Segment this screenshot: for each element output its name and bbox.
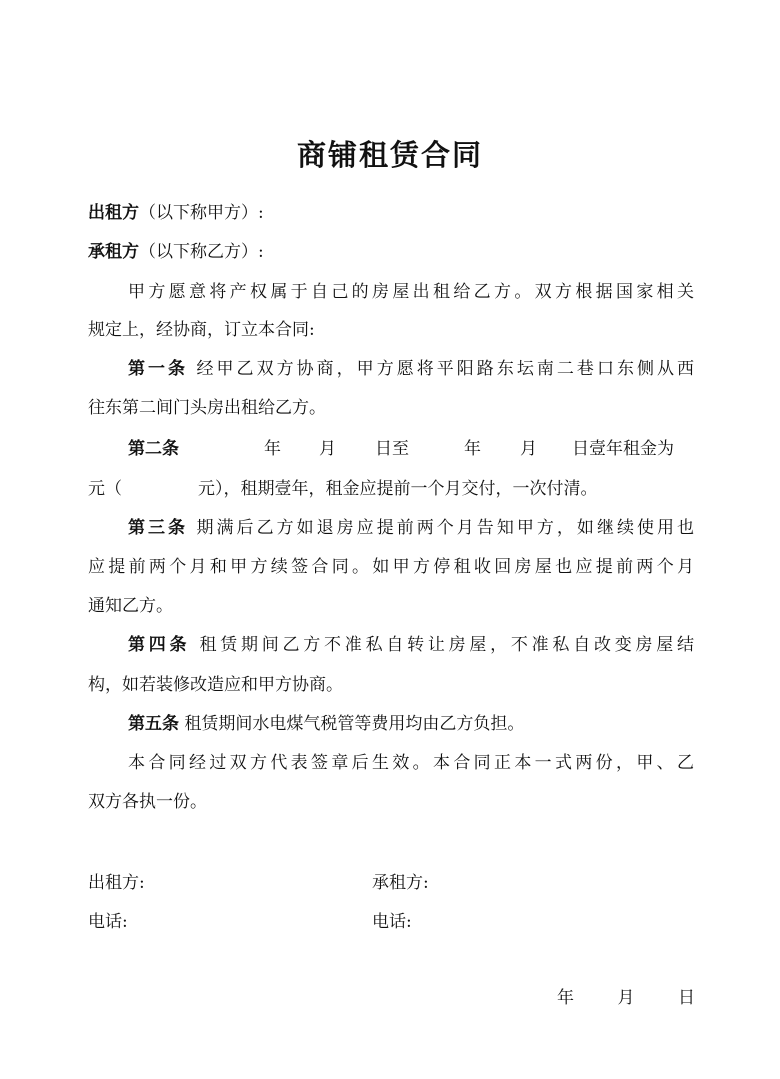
article-1-line-1 [128,357,694,381]
article-2-line-2 [88,477,694,501]
lessee-label: 承租方 [88,242,139,262]
article-3-text-1: 期满后乙方如退房应提前两个月告知甲方，如继续使用也 [196,518,695,538]
article-4-label: 第四条 [128,635,191,655]
date-day: 日 [678,988,695,1008]
intro-line-1: 甲方愿意将产权属于自己的房屋出租给乙方。双方根据国家相关 [128,282,694,302]
article-4-line-2: 构，如若装修改造应和甲方协商。 [88,675,343,695]
page-title: 商铺租赁合同 [296,138,483,172]
article-1-label: 第一条 [128,359,189,379]
article-2-line-2a: 元（ [88,479,122,499]
closing-line-2: 双方各执一份。 [88,792,207,812]
article-2-rent-text: 日壹年租金为 [572,439,674,459]
article-1-text-1: 经甲乙双方协商，甲方愿将平阳路东坛南二巷口东侧从西 [196,359,695,379]
article-4-line-1 [128,633,694,657]
lessor-signature-label: 出租方: [88,873,145,893]
article-4-text-1: 租赁期间乙方不准私自转让房屋，不准私自改变房屋结 [199,635,695,655]
article-2-month-1: 月 [319,439,336,459]
article-5-text-1: 租赁期间水电煤气税管等费用均由乙方负担。 [184,714,525,734]
article-3-line-1 [128,516,694,540]
article-5-line-1 [128,712,524,736]
article-3-line-3: 通知乙方。 [88,596,173,616]
article-2-year-1: 年 [264,439,281,459]
lessor-label: 出租方 [88,203,139,223]
article-2-year-2: 年 [464,439,481,459]
date-month: 月 [617,988,635,1008]
article-2-day-to: 日至 [375,439,409,459]
lessee-note: （以下称乙方）: [139,242,264,262]
article-1-line-2: 往东第二间门头房出租给乙方。 [88,398,326,418]
article-3-line-2: 应提前两个月和甲方续签合同。如甲方停租收回房屋也应提前两个月 [88,557,694,577]
article-2-line-2b: 元），租期壹年，租金应提前一个月交付，一次付清。 [198,479,598,499]
lessee-line [88,240,264,264]
closing-line-1: 本合同经过双方代表签章后生效。本合同正本一式两份，甲、乙 [128,753,694,773]
article-5-label: 第五条 [128,714,179,734]
article-2-line-1 [128,437,694,461]
lessee-phone-label: 电话: [372,912,412,932]
lessor-line [88,201,264,225]
intro-line-2: 规定上，经协商，订立本合同: [88,320,315,340]
lessee-signature-label: 承租方: [372,873,429,893]
lessor-note: （以下称甲方）: [139,203,264,223]
article-2-month-2: 月 [520,439,537,459]
article-3-label: 第三条 [128,518,189,538]
date-row [557,986,695,1010]
date-year: 年 [557,988,574,1008]
article-2-label: 第二条 [128,439,179,459]
lessor-phone-label: 电话: [88,912,128,932]
